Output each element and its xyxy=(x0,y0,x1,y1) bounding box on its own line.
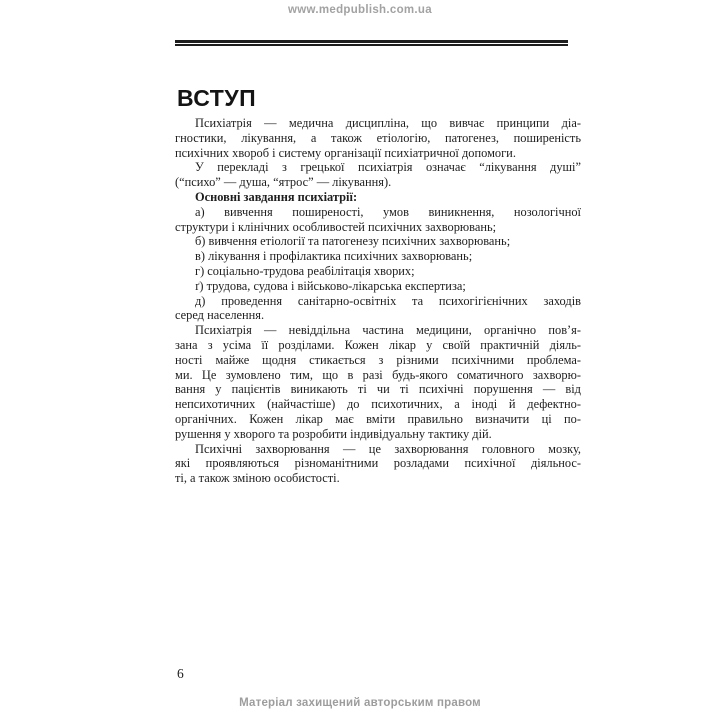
list-item xyxy=(175,205,581,235)
text-line: ми. Це зумовлено тим, що в разі будь-якого соматичного захворю- xyxy=(175,367,581,382)
text-line: рушення у хворого та розробити індивідуальну тактику дій. xyxy=(175,426,492,441)
page-title: ВСТУП xyxy=(177,85,257,111)
text-line: У перекладі з грецької психіатрія означає “лікування душі” xyxy=(195,160,581,175)
text-line: Психіатрія — невіддільна частина медицини, органічно пов’я- xyxy=(195,323,581,338)
text-line: психічних хвороб і систему організації психіатричної допомоги. xyxy=(175,145,516,160)
list-item xyxy=(175,234,581,249)
text-line: д) проведення санітарно-освітніх та психогігієнічних заходів xyxy=(195,293,581,308)
text-line: ності майже щодня стикається з різними психічними проблема- xyxy=(175,352,581,367)
text-line: Основні завдання психіатрії: xyxy=(195,189,358,204)
footer-copyright-notice: Матеріал захищений авторським правом xyxy=(239,697,481,709)
text-line: серед населення. xyxy=(175,308,265,323)
paragraph xyxy=(175,442,581,486)
body-text xyxy=(175,116,581,486)
text-line: непсихотичних (найчастіше) до психотичних, а іноді й дефектно- xyxy=(175,397,581,412)
list-item xyxy=(175,294,581,324)
paragraph xyxy=(175,116,581,160)
text-line: Психічні захворювання — це захворювання головного мозку, xyxy=(195,441,581,456)
text-line: б) вивчення етіології та патогенезу психічних захворювань; xyxy=(195,234,511,249)
paragraph xyxy=(175,323,581,441)
list-item xyxy=(175,279,581,294)
text-line: а) вивчення поширеності, умов виникнення, нозологічної xyxy=(195,204,581,219)
text-line: (“психо” — душа, “ятрос” — лікування). xyxy=(175,175,392,190)
header-url: www.medpublish.com.ua xyxy=(288,4,432,16)
text-line: г) соціально-трудова реабілітація хворих; xyxy=(195,263,415,278)
header-double-rule xyxy=(175,40,568,46)
list-item xyxy=(175,264,581,279)
text-line: ті, а також зміною особистості. xyxy=(175,471,340,486)
text-line: які проявляються різноманітними розладами психічної діяльнос- xyxy=(175,456,581,471)
text-line: зана з усіма її розділами. Кожен лікар у своїй практичній діяль- xyxy=(175,337,581,352)
text-line: органічних. Кожен лікар має вміти правильно визначити ці по- xyxy=(175,411,581,426)
text-line: гностики, лікування, а також етіологію, патогенез, поширеність xyxy=(175,130,581,145)
text-line: в) лікування і профілактика психічних захворювань; xyxy=(195,249,473,264)
text-line: структури і клінічних особливостей психічних захворювань; xyxy=(175,219,497,234)
paragraph xyxy=(175,160,581,190)
text-line: Психіатрія — медична дисципліна, що вивчає принципи діа- xyxy=(195,116,581,130)
page-number: 6 xyxy=(177,666,184,681)
text-line: вання у пацієнтів виникають ті чи ті психічні порушення — від xyxy=(175,382,581,397)
paragraph xyxy=(175,190,581,205)
text-line: ґ) трудова, судова і військово-лікарська експертиза; xyxy=(195,278,466,293)
list-item xyxy=(175,249,581,264)
